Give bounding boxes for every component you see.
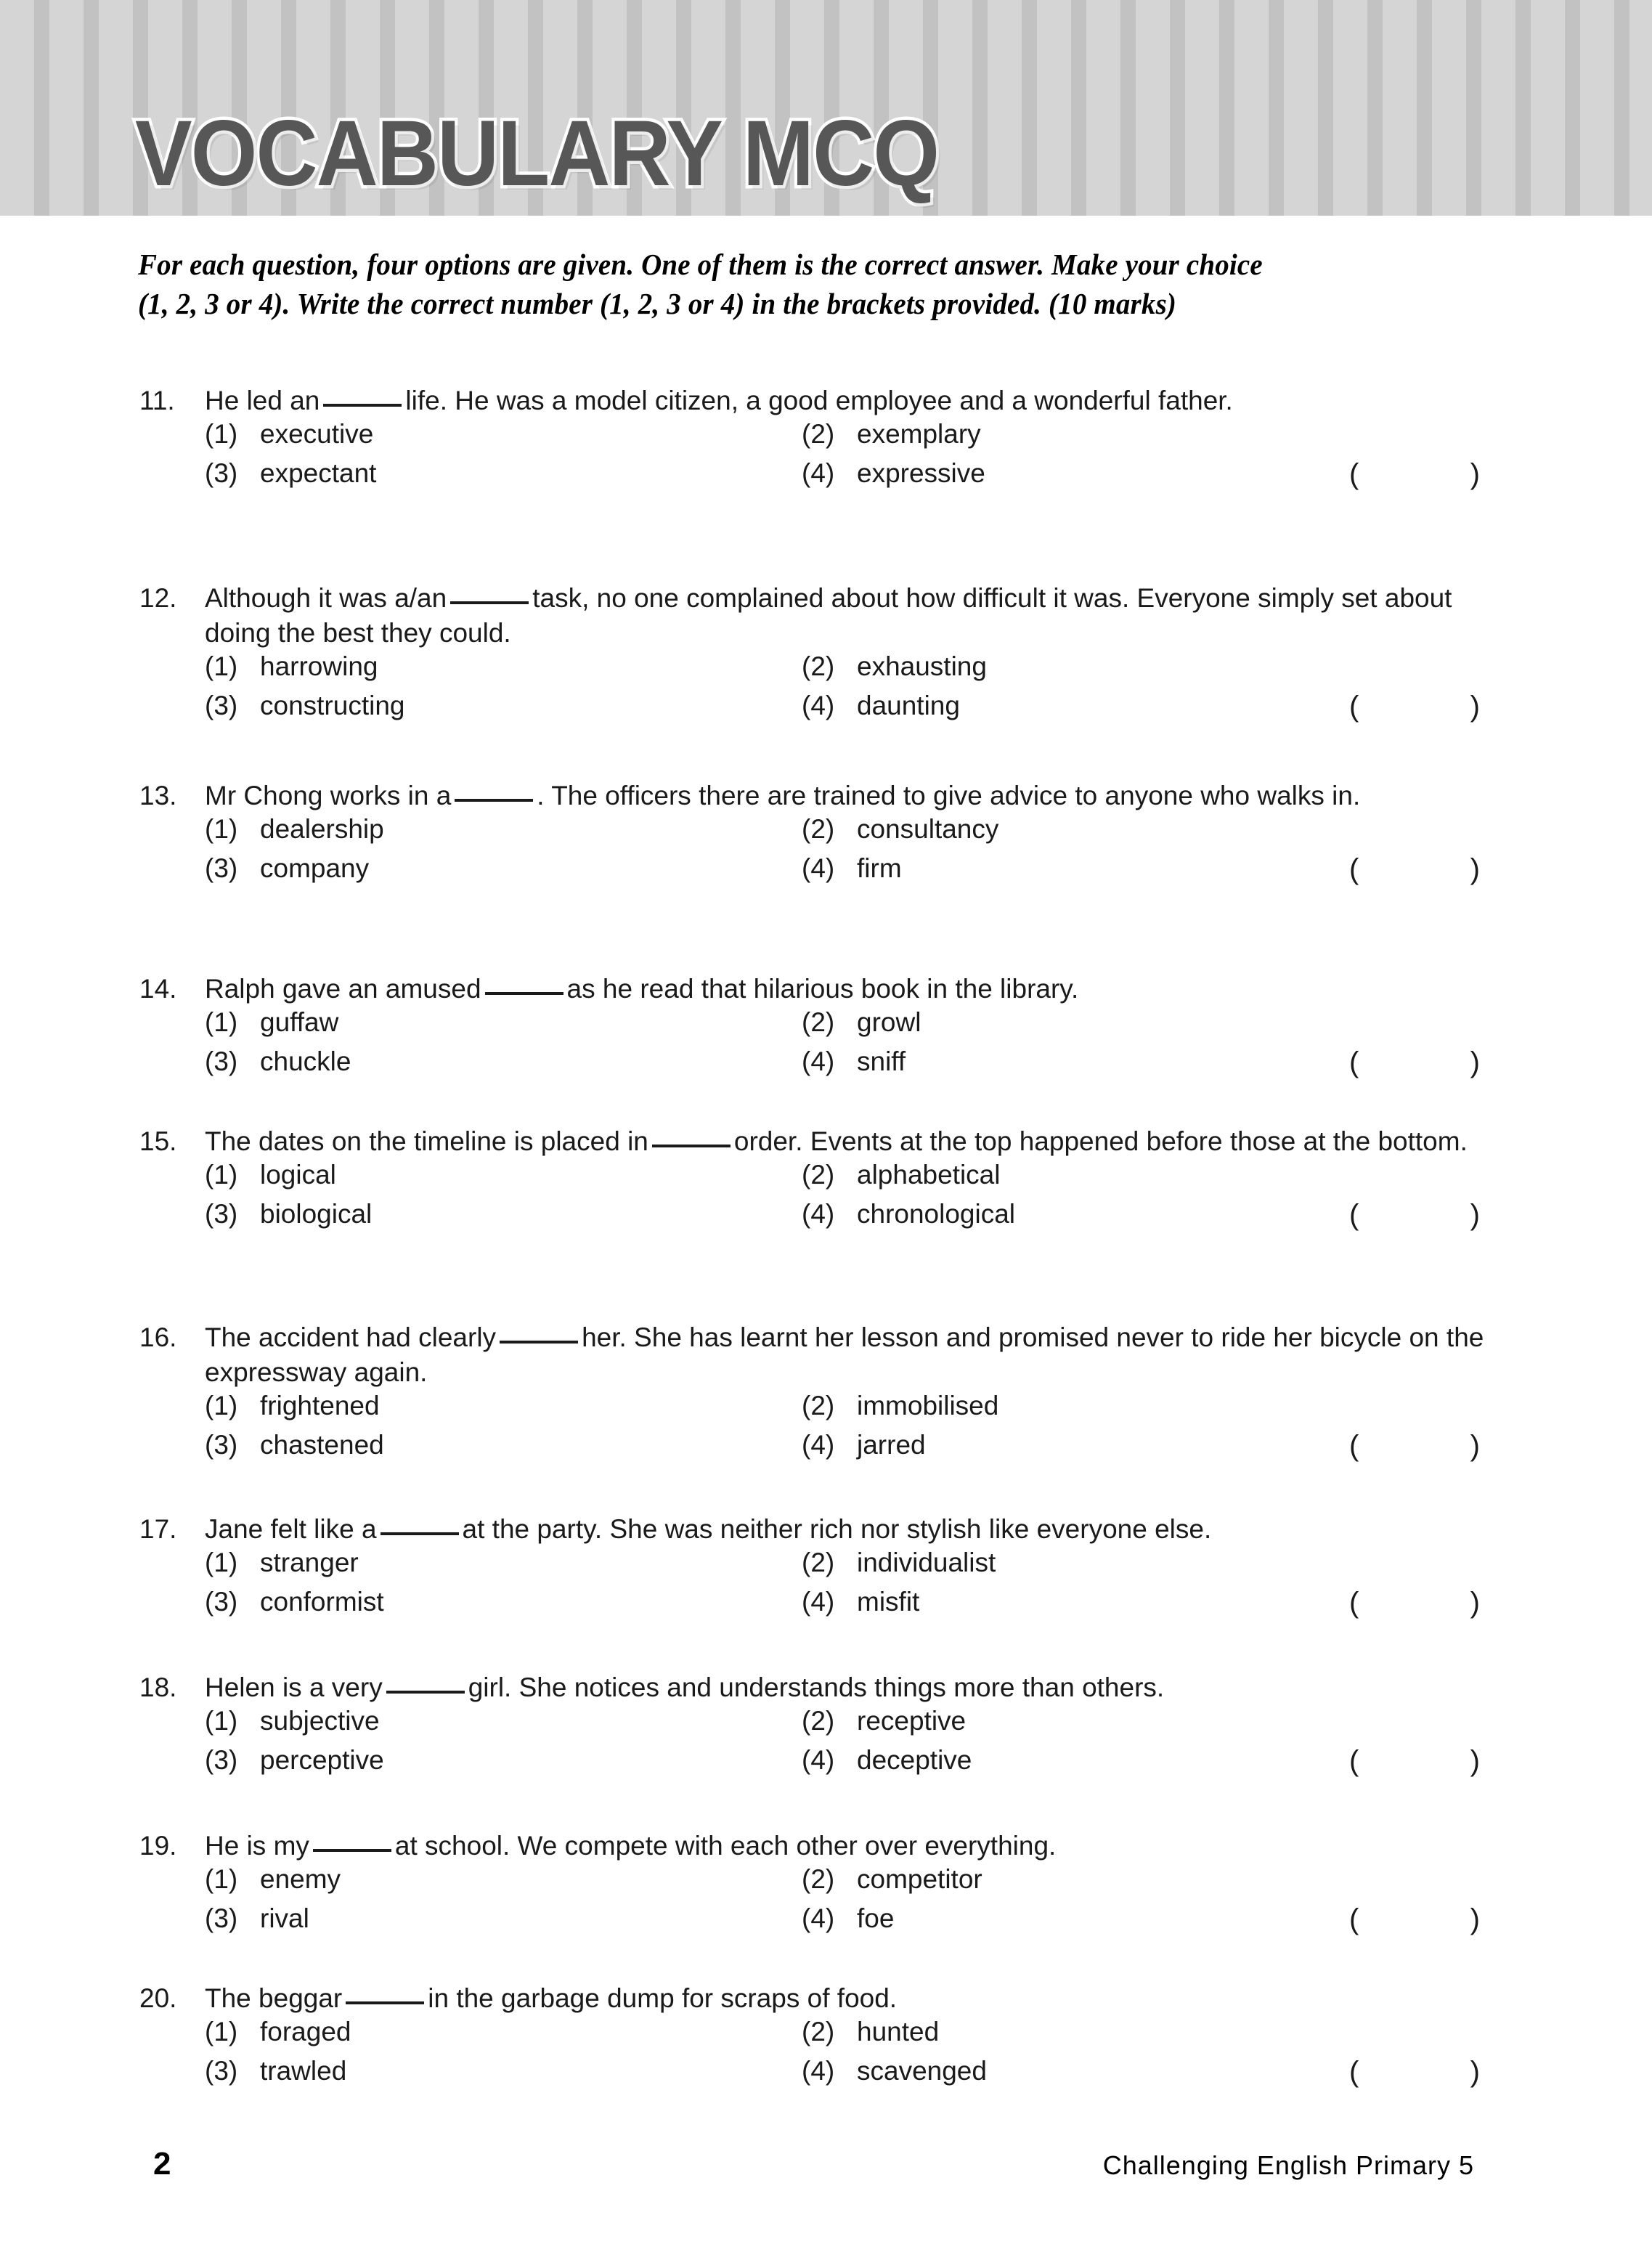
option-label: (3) [205,1199,238,1229]
option-choice[interactable] [802,1549,1310,1576]
option-text: enemy [260,1864,341,1895]
question-text-after-blank: . The officers there are trained to give advice to anyone who walks in. [537,781,1361,810]
option-choice[interactable] [802,1009,1310,1036]
option-label: (1) [205,1007,238,1038]
question-text [205,383,1515,418]
question-text-after-blank: order. Events at the top happened before those at the bottom. [733,1126,1468,1156]
question-text [205,1670,1515,1705]
option-label: (3) [205,853,238,884]
question-text-before-blank: Although it was a/an [205,583,447,613]
question-stem [135,1829,1515,1863]
option-label: (4) [802,1745,835,1776]
question-item [135,1124,1515,1240]
option-label: (1) [205,1160,238,1190]
answer-bracket-open: ( [1349,458,1359,491]
option-text: firm [857,853,902,884]
question-item [135,1829,1515,1944]
option-row [205,1707,1515,1747]
option-choice[interactable] [205,1048,802,1075]
option-choice[interactable] [802,814,1310,845]
option-row [205,1747,1515,1786]
option-row [205,1161,1515,1200]
option-label: (4) [802,1903,835,1934]
option-choice[interactable] [802,460,1310,487]
question-text-after-blank: life. He was a model citizen, a good employee and a wonderful father. [405,386,1233,415]
option-grid [135,1161,1515,1240]
option-choice[interactable] [802,1745,1310,1776]
option-text: chuckle [260,1046,351,1077]
question-item [135,1981,1515,2097]
option-label: (4) [802,1199,835,1229]
answer-bracket-open: ( [1349,853,1359,886]
option-text: alphabetical [857,1160,1001,1190]
option-choice[interactable] [205,1161,802,1188]
option-row [205,1866,1515,1905]
option-choice[interactable] [205,855,802,882]
option-row [205,1048,1515,1087]
question-stem [135,1512,1515,1547]
option-text: guffaw [260,1007,339,1038]
question-text-before-blank: The accident had clearly [205,1322,497,1352]
answer-blank-line [500,1341,578,1344]
option-grid [135,1707,1515,1786]
option-label: (3) [205,1430,238,1460]
answer-bracket-open: ( [1349,1745,1359,1778]
option-choice[interactable] [802,692,1310,719]
answer-bracket[interactable] [1349,2056,1480,2089]
option-text: receptive [857,1706,967,1736]
option-text: foe [857,1903,895,1934]
page-title: VOCABULARY MCQ [135,102,939,206]
answer-bracket-close: ) [1470,1430,1480,1463]
answer-bracket[interactable] [1349,460,1480,489]
option-text: logical [260,1160,336,1190]
question-text [205,1320,1515,1390]
option-text: executive [260,419,374,450]
question-text-after-blank: her. She has learnt her lesson and promised never to ride her bicycle on the expressway again. [205,1322,1484,1388]
option-text: consultancy [857,814,999,845]
answer-bracket-close: ) [1470,1745,1480,1778]
answer-bracket-close: ) [1470,1587,1480,1619]
option-text: jarred [857,1430,926,1460]
option-text: rival [260,1903,309,1934]
answer-blank-line [381,1532,459,1535]
answer-bracket[interactable] [1349,1199,1480,1232]
option-label: (4) [802,1430,835,1460]
option-choice[interactable] [205,814,802,845]
option-label: (2) [802,1160,835,1190]
option-text: trawled [260,2056,347,2086]
option-label: (4) [802,691,835,721]
option-row [205,855,1515,894]
answer-bracket-open: ( [1349,1903,1359,1936]
question-number: 20. [139,1983,177,2013]
option-label: (1) [205,2017,238,2047]
option-label: (1) [205,814,238,845]
answer-bracket[interactable] [1349,692,1480,721]
option-choice[interactable] [802,1200,1310,1227]
option-text: stranger [260,1548,359,1578]
answer-bracket[interactable] [1349,855,1480,884]
option-choice[interactable] [802,1431,1310,1458]
option-label: (3) [205,1587,238,1617]
question-number: 11. [139,386,175,415]
option-choice[interactable] [205,1549,802,1576]
option-label: (1) [205,419,238,450]
option-label: (1) [205,1706,238,1736]
option-row [205,1392,1515,1431]
question-stem [135,1124,1515,1159]
question-number: 12. [139,583,177,613]
option-label: (3) [205,691,238,721]
answer-blank-line [346,2001,424,2004]
option-label: (4) [802,2056,835,2086]
question-item [135,581,1515,731]
option-label: (1) [205,651,238,682]
option-text: exhausting [857,651,987,682]
option-label: (2) [802,1706,835,1736]
option-choice[interactable] [802,653,1310,680]
option-text: daunting [857,691,960,721]
answer-bracket-open: ( [1349,1430,1359,1463]
answer-bracket-close: ) [1470,1199,1480,1232]
question-text-after-blank: at school. We compete with each other over everything. [394,1831,1057,1861]
option-label: (3) [205,458,238,489]
option-row [205,460,1515,499]
option-grid [135,420,1515,499]
answer-blank-line [313,1849,391,1852]
option-text: individualist [857,1548,996,1578]
option-choice[interactable] [205,1009,802,1036]
option-label: (4) [802,853,835,884]
option-grid [135,2018,1515,2097]
option-text: exemplary [857,419,981,450]
option-grid [135,1392,1515,1471]
option-text: conformist [260,1587,384,1617]
question-text-after-blank: girl. She notices and understands things more than others. [468,1672,1165,1702]
option-text: sniff [857,1046,906,1077]
answer-bracket-close: ) [1470,691,1480,723]
option-label: (4) [802,1046,835,1077]
answer-bracket-close: ) [1470,458,1480,491]
option-row [205,653,1515,692]
option-row [205,692,1515,731]
question-text-after-blank: in the garbage dump for scraps of food. [428,1983,898,2013]
option-row [205,2057,1515,2097]
option-grid [135,816,1515,894]
question-text-before-blank: He is my [205,1831,309,1861]
option-label: (2) [802,1864,835,1895]
option-label: (2) [802,419,835,450]
option-text: expectant [260,458,377,489]
option-text: scavenged [857,2056,987,2086]
option-text: constructing [260,691,405,721]
option-row [205,420,1515,460]
option-text: deceptive [857,1745,972,1776]
option-choice[interactable] [205,1745,802,1776]
option-choice[interactable] [205,419,802,450]
question-text-before-blank: He led an [205,386,320,415]
question-stem [135,581,1515,651]
question-item [135,383,1515,499]
question-stem [135,1981,1515,2016]
option-label: (1) [205,1864,238,1895]
question-text [205,1124,1515,1159]
question-text [205,1512,1515,1547]
option-row [205,1200,1515,1240]
option-text: biological [260,1199,373,1229]
option-choice[interactable] [205,2018,802,2045]
option-text: expressive [857,458,985,489]
answer-blank-line [450,601,529,604]
answer-blank-line [455,799,533,802]
option-text: immobilised [857,1391,999,1421]
instructions-line-2: (1, 2, 3 or 4). Write the correct number (1, 2, 3 or 4) in the brackets provided. (10 marks) [138,287,1177,321]
question-number: 16. [139,1322,177,1352]
option-label: (1) [205,1391,238,1421]
question-text-after-blank: at the party. She was neither rich nor stylish like everyone else. [462,1514,1212,1544]
option-choice[interactable] [205,1392,802,1419]
option-grid [135,1549,1515,1627]
option-choice[interactable] [205,460,802,487]
option-text: competitor [857,1864,982,1895]
option-choice[interactable] [802,1905,1310,1932]
page-footer [0,2146,1652,2197]
question-text [205,1981,1515,2016]
answer-blank-line [386,1691,465,1694]
option-text: misfit [857,1587,920,1617]
option-text: dealership [260,814,384,845]
option-label: (2) [802,814,835,845]
question-item [135,1670,1515,1786]
option-row [205,2018,1515,2057]
question-stem [135,972,1515,1007]
option-choice[interactable] [205,1431,802,1458]
answer-bracket[interactable] [1349,1588,1480,1617]
question-text-before-blank: Mr Chong works in a [205,781,452,810]
option-choice[interactable] [205,1866,802,1893]
option-row [205,1431,1515,1471]
question-item [135,1320,1515,1471]
option-text: company [260,853,370,884]
option-label: (1) [205,1548,238,1578]
option-text: hunted [857,2017,940,2047]
question-stem [135,383,1515,418]
question-text [205,779,1515,813]
option-choice[interactable] [802,419,1310,450]
option-choice[interactable] [205,692,802,719]
option-label: (3) [205,1903,238,1934]
question-item [135,972,1515,1087]
footer-book-label: Challenging English Primary 5 [1102,2150,1474,2180]
option-grid [135,1009,1515,1087]
option-choice[interactable] [205,1905,802,1932]
option-choice[interactable] [205,1707,802,1734]
option-label: (2) [802,1548,835,1578]
answer-bracket[interactable] [1349,1747,1480,1776]
question-text [205,1829,1515,1863]
question-number: 18. [139,1672,177,1702]
instructions-line-1: For each question, four options are given. One of them is the correct answer. Make your choice [138,248,1263,281]
option-choice[interactable] [802,2018,1310,2045]
option-label: (3) [205,1046,238,1077]
option-label: (2) [802,1391,835,1421]
option-choice[interactable] [802,1707,1310,1734]
question-text [205,972,1515,1007]
option-row [205,1549,1515,1588]
option-choice[interactable] [205,1588,802,1615]
option-text: perceptive [260,1745,384,1776]
question-number: 17. [139,1514,177,1544]
answer-blank-line [485,992,563,995]
answer-bracket-close: ) [1470,1046,1480,1079]
answer-bracket-open: ( [1349,1587,1359,1619]
option-row [205,1588,1515,1627]
option-choice[interactable] [802,1161,1310,1188]
option-label: (2) [802,2017,835,2047]
answer-bracket-open: ( [1349,1046,1359,1079]
instructions-paragraph [138,245,1435,323]
option-choice[interactable] [802,855,1310,882]
question-stem [135,779,1515,813]
option-choice[interactable] [205,653,802,680]
option-row [205,816,1515,855]
option-text: chastened [260,1430,384,1460]
answer-bracket-open: ( [1349,1199,1359,1232]
option-label: (3) [205,1745,238,1776]
option-text: frightened [260,1391,380,1421]
question-text-before-blank: Helen is a very [205,1672,383,1702]
answer-bracket-open: ( [1349,691,1359,723]
answer-bracket[interactable] [1349,1048,1480,1077]
option-text: growl [857,1007,921,1038]
question-stem [135,1670,1515,1705]
question-text-after-blank: task, no one complained about how difficult it was. Everyone simply set about doing the best they could. [205,583,1452,649]
option-choice[interactable] [205,2057,802,2084]
question-text [205,581,1515,651]
question-stem [135,1320,1515,1390]
option-text: subjective [260,1706,380,1736]
question-text-after-blank: as he read that hilarious book in the library. [566,974,1079,1004]
option-label: (3) [205,2056,238,2086]
question-number: 15. [139,1126,177,1156]
option-label: (2) [802,651,835,682]
question-number: 13. [139,781,177,810]
answer-bracket-open: ( [1349,2056,1359,2089]
question-number: 19. [139,1831,177,1861]
question-text-before-blank: Jane felt like a [205,1514,377,1544]
option-choice[interactable] [802,1392,1310,1419]
option-choice[interactable] [205,1200,802,1227]
question-text-before-blank: Ralph gave an amused [205,974,481,1004]
answer-bracket[interactable] [1349,1430,1480,1463]
answer-blank-line [323,404,402,407]
option-text: foraged [260,2017,351,2047]
option-text: chronological [857,1199,1016,1229]
option-label: (4) [802,458,835,489]
answer-bracket[interactable] [1349,1905,1480,1934]
question-item [135,779,1515,894]
answer-bracket-close: ) [1470,853,1480,886]
question-text-before-blank: The beggar [205,1983,343,2013]
page-number: 2 [153,2146,171,2182]
answer-blank-line [652,1145,731,1147]
question-item [135,1512,1515,1627]
option-choice[interactable] [802,1588,1310,1615]
option-choice[interactable] [802,2057,1310,2084]
option-grid [135,653,1515,731]
option-row [205,1009,1515,1048]
option-grid [135,1866,1515,1944]
option-choice[interactable] [802,1866,1310,1893]
option-text: harrowing [260,651,378,682]
question-number: 14. [139,974,177,1004]
answer-bracket-close: ) [1470,1903,1480,1936]
option-row [205,1905,1515,1944]
question-text-before-blank: The dates on the timeline is placed in [205,1126,648,1156]
answer-bracket-close: ) [1470,2056,1480,2089]
option-label: (4) [802,1587,835,1617]
option-choice[interactable] [802,1048,1310,1075]
option-label: (2) [802,1007,835,1038]
